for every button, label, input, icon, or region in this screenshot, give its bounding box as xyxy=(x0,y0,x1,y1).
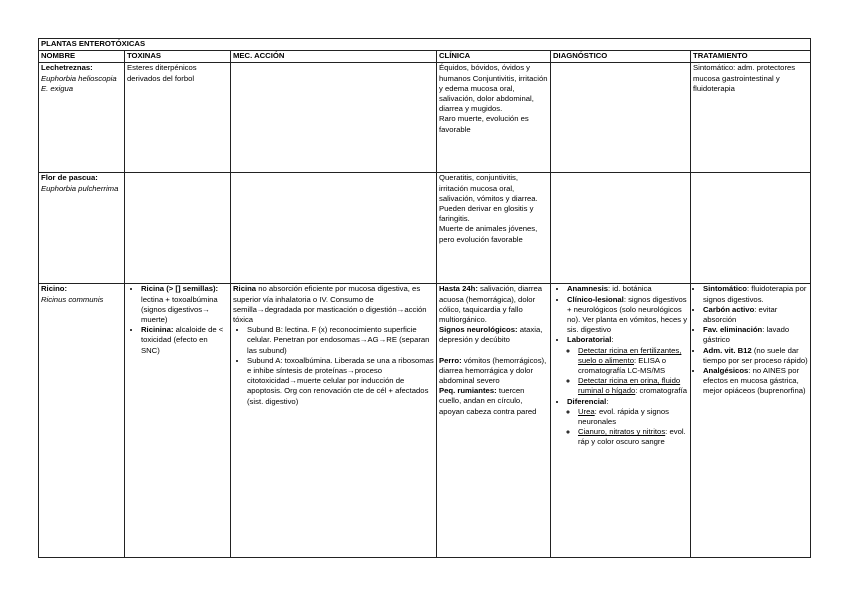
header-toxinas: TOXINAS xyxy=(125,51,231,63)
enterotoxic-plants-table xyxy=(38,38,811,558)
list-item: • Ricina (> [] semillas): lectina + toxoalbúmina (signos digestivos→ muerte) xyxy=(141,284,228,325)
cell-clinica xyxy=(437,284,551,558)
list-item: • Anamnesis: id. botánica xyxy=(567,284,688,294)
list-item: ◦ Detectar ricina en fertilizantes, suelo o alimento: ELISA o cromatografía LC-MS/MS xyxy=(578,346,688,377)
cell-tratamiento xyxy=(691,284,811,558)
diagnostico-sublist xyxy=(567,407,688,448)
clinica-text: Équidos, bóvidos, óvidos y humanos Conjuntivitis, irritación y edema mucosa oral, salivación, dolor abdominal, diarrea y mugidos. xyxy=(439,63,548,114)
table-row-lechetreznas xyxy=(39,63,811,173)
plant-name: Lechetreznas: xyxy=(41,63,93,73)
clinica-text: Raro muerte, evolución es favorable xyxy=(439,114,529,134)
cell-nombre xyxy=(39,63,125,173)
cell-tratamiento: Sintomático: adm. protectores mucosa gastrointestinal y fluidoterapia xyxy=(691,63,811,173)
header-mec-accion: MEC. ACCIÓN xyxy=(231,51,437,63)
cell-toxinas: Esteres diterpénicos derivados del forbol xyxy=(125,63,231,173)
cell-mec-accion xyxy=(231,284,437,558)
list-item: • Laboratorial: ◦ Detectar ricina en fertilizantes, suelo o alimento: ELISA o cromatografía LC-MS/MS ◦ Detectar ricina en orina, fluido ruminal o hígado: cromatografía xyxy=(567,335,688,396)
header-nombre: NOMBRE xyxy=(39,51,125,63)
list-item: • Subund B: lectina. F (x) reconocimiento superficie celular. Penetran por endosomas→AG→RE (separan las subund) xyxy=(247,325,434,356)
list-item: ◦ Cianuro, nitratos y nitritos: evol. ráp y color oscuro sangre xyxy=(578,427,688,447)
plant-species: Euphorbia pulcherrima xyxy=(41,183,119,193)
mec-list xyxy=(233,325,434,407)
list-item: • Diferencial: ◦ Urea: evol. rápida y signos neuronales ◦ Cianuro, nitratos y nitritos: evol. ráp y color oscuro sangre xyxy=(567,397,688,448)
plant-species: Ricinus communis xyxy=(41,294,104,304)
list-item: • Ricinina: alcaloide de < toxicidad (efecto en SNC) xyxy=(141,325,228,356)
cell-mec-accion xyxy=(231,173,437,284)
clinica-text: Pueden derivar en glositis y faringitis. xyxy=(439,204,534,224)
clinica-text: Peq. rumiantes: tuercen cuello, andan en círculo, apoyan cabeza contra pared xyxy=(439,386,537,416)
list-item: • Fav. eliminación: lavado gástrico xyxy=(703,325,808,345)
header-row xyxy=(39,51,811,63)
clinica-text: Hasta 24h: salivación, diarrea acuosa (hemorrágica), dolor cólico, taquicardia y fallo multiorgánico. xyxy=(439,284,542,325)
cell-diagnostico xyxy=(551,173,691,284)
list-item: • Analgésicos: no AINES por efectos en mucosa gástrica, mejor opiáceos (buprenorfina) xyxy=(703,366,808,397)
plant-name: Flor de pascua: xyxy=(41,173,98,183)
diagnostico-sublist xyxy=(567,346,688,397)
clinica-text: Queratitis, conjuntivitis, irritación mucosa oral, salivación, vómitos y diarrea. xyxy=(439,173,538,203)
clinica-text: Perro: vómitos (hemorrágicos), diarrea hemorrágica y dolor abdominal severo xyxy=(439,355,547,386)
cell-nombre xyxy=(39,284,125,558)
header-clinica: CLÍNICA xyxy=(437,51,551,63)
cell-clinica xyxy=(437,173,551,284)
table-row-flor-de-pascua xyxy=(39,173,811,284)
plant-species: Euphorbia helioscopia xyxy=(41,73,117,83)
cell-diagnostico xyxy=(551,63,691,173)
tratamiento-list xyxy=(693,284,808,396)
cell-tratamiento xyxy=(691,173,811,284)
header-tratamiento: TRATAMIENTO xyxy=(691,51,811,63)
cell-nombre xyxy=(39,173,125,284)
header-diagnostico: DIAGNÓSTICO xyxy=(551,51,691,63)
plant-species: E. exigua xyxy=(41,83,74,93)
list-item: • Adm. vit. B12 (no suele dar tiempo por ser proceso rápido) xyxy=(703,346,808,366)
toxinas-list xyxy=(127,284,228,355)
cell-mec-accion xyxy=(231,63,437,173)
list-item: • Clínico-lesional: signos digestivos + neurológicos (solo neurológicos no). Ver planta en vómitos, heces y sis. digestivo xyxy=(567,295,688,336)
cell-diagnostico xyxy=(551,284,691,558)
clinica-text: Muerte de animales jóvenes, pero evolución favorable xyxy=(439,224,538,244)
cell-toxinas xyxy=(125,173,231,284)
plant-name: Ricino: xyxy=(41,284,68,294)
clinica-text: Signos neurológicos: ataxia, depresión y decúbito xyxy=(439,325,543,345)
cell-toxinas xyxy=(125,284,231,558)
table-title-row xyxy=(39,39,811,51)
mec-text: Ricina no absorción eficiente por mucosa digestiva, es superior vía inhalatoria o IV. Consumo de semilla→degradada por masticación o digestión→acción tóxica xyxy=(233,284,427,325)
cell-clinica xyxy=(437,63,551,173)
list-item: • Subund A: toxoalbúmina. Liberada se una a ribosomas e inhibe síntesis de proteínas→proceso citotoxicidad→muerte celular por inducción de apoptosis. Org con renovación cte de cél + afectados (sist. digestivo) xyxy=(247,356,434,407)
list-item: ◦ Detectar ricina en orina, fluido ruminal o hígado: cromatografía xyxy=(578,376,688,396)
list-item: • Carbón activo: evitar absorción xyxy=(703,305,808,325)
table-row-ricino xyxy=(39,284,811,558)
list-item: • Sintomático: fluidoterapia por signos digestivos. xyxy=(703,284,808,304)
table-title: PLANTAS ENTEROTÓXICAS xyxy=(39,39,811,51)
diagnostico-list xyxy=(553,284,688,447)
list-item: ◦ Urea: evol. rápida y signos neuronales xyxy=(578,407,688,427)
